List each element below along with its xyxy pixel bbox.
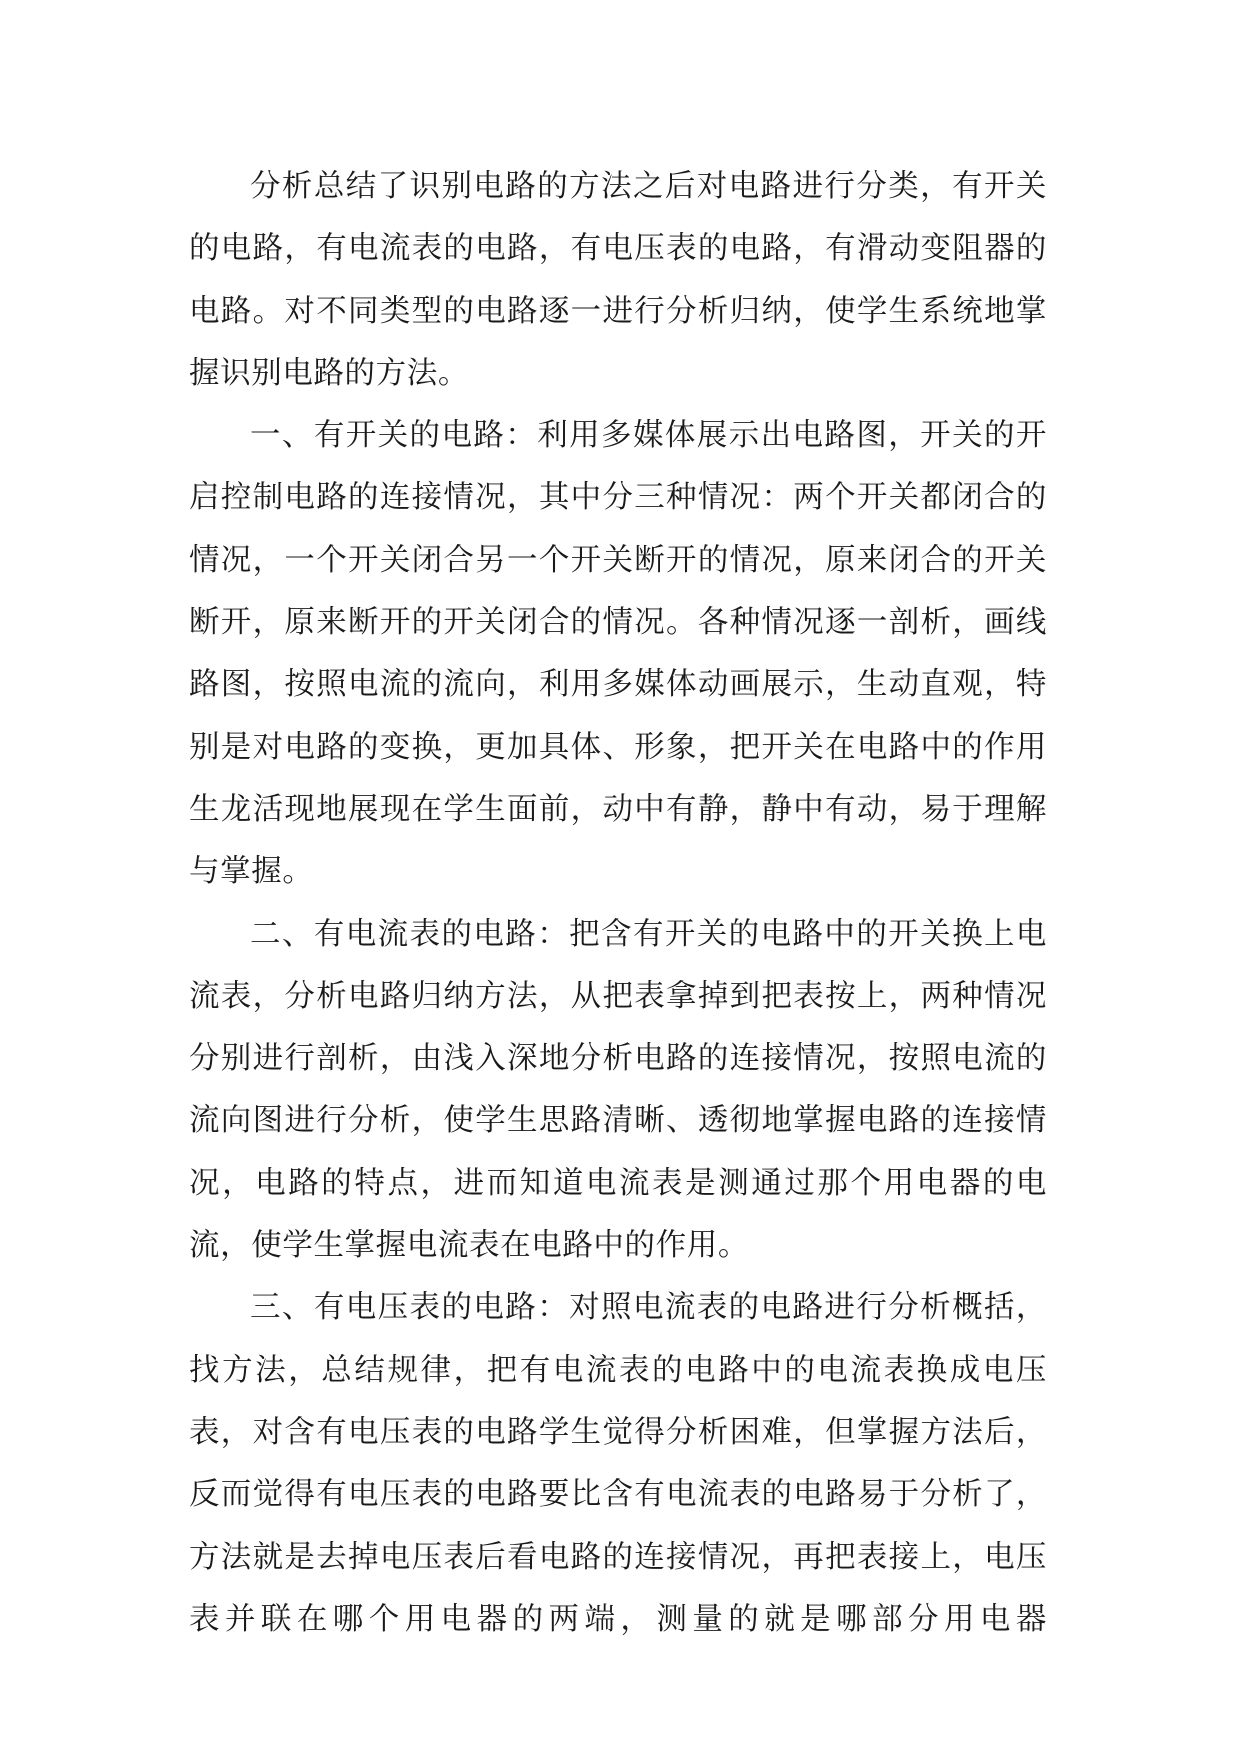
body-text <box>189 156 1047 1651</box>
paragraph-ammeter-circuit: 二、有电流表的电路：把含有开关的电路中的开关换上电流表，分析电路归纳方法，从把表拿掉到把表按上，两种情况分别进行剖析，由浅入深地分析电路的连接情况，按照电流的流向图进行分析，使学生思路清晰、透彻地掌握电路的连接情况，电路的特点，进而知道电流表是测通过那个用电器的电流，使学生掌握电流表在电路中的作用。 <box>189 916 1047 1264</box>
paragraph-intro: 分析总结了识别电路的方法之后对电路进行分类，有开关的电路，有电流表的电路，有电压表的电路，有滑动变阻器的电路。对不同类型的电路逐一进行分析归纳，使学生系统地掌握识别电路的方法。 <box>189 169 1047 391</box>
paragraph-voltmeter-circuit: 三、有电压表的电路：对照电流表的电路进行分析概括，找方法，总结规律，把有电流表的电路中的电流表换成电压表，对含有电压表的电路学生觉得分析困难，但掌握方法后，反而觉得有电压表的电路要比含有电流表的电路易于分析了，方法就是去掉电压表后看电路的连接情况，再把表接上，电压表并联在哪个用电器的两端，测量的就是哪部分用电器 <box>189 1290 1047 1637</box>
paragraph-switch-circuit: 一、有开关的电路：利用多媒体展示出电路图，开关的开启控制电路的连接情况，其中分三种情况：两个开关都闭合的情况，一个开关闭合另一个开关断开的情况，原来闭合的开关断开，原来断开的开关闭合的情况。各种情况逐一剖析，画线路图，按照电流的流向，利用多媒体动画展示，生动直观，特别是对电路的变换，更加具体、形象，把开关在电路中的作用生龙活现地展现在学生面前，动中有静，静中有动，易于理解与掌握。 <box>189 418 1047 890</box>
